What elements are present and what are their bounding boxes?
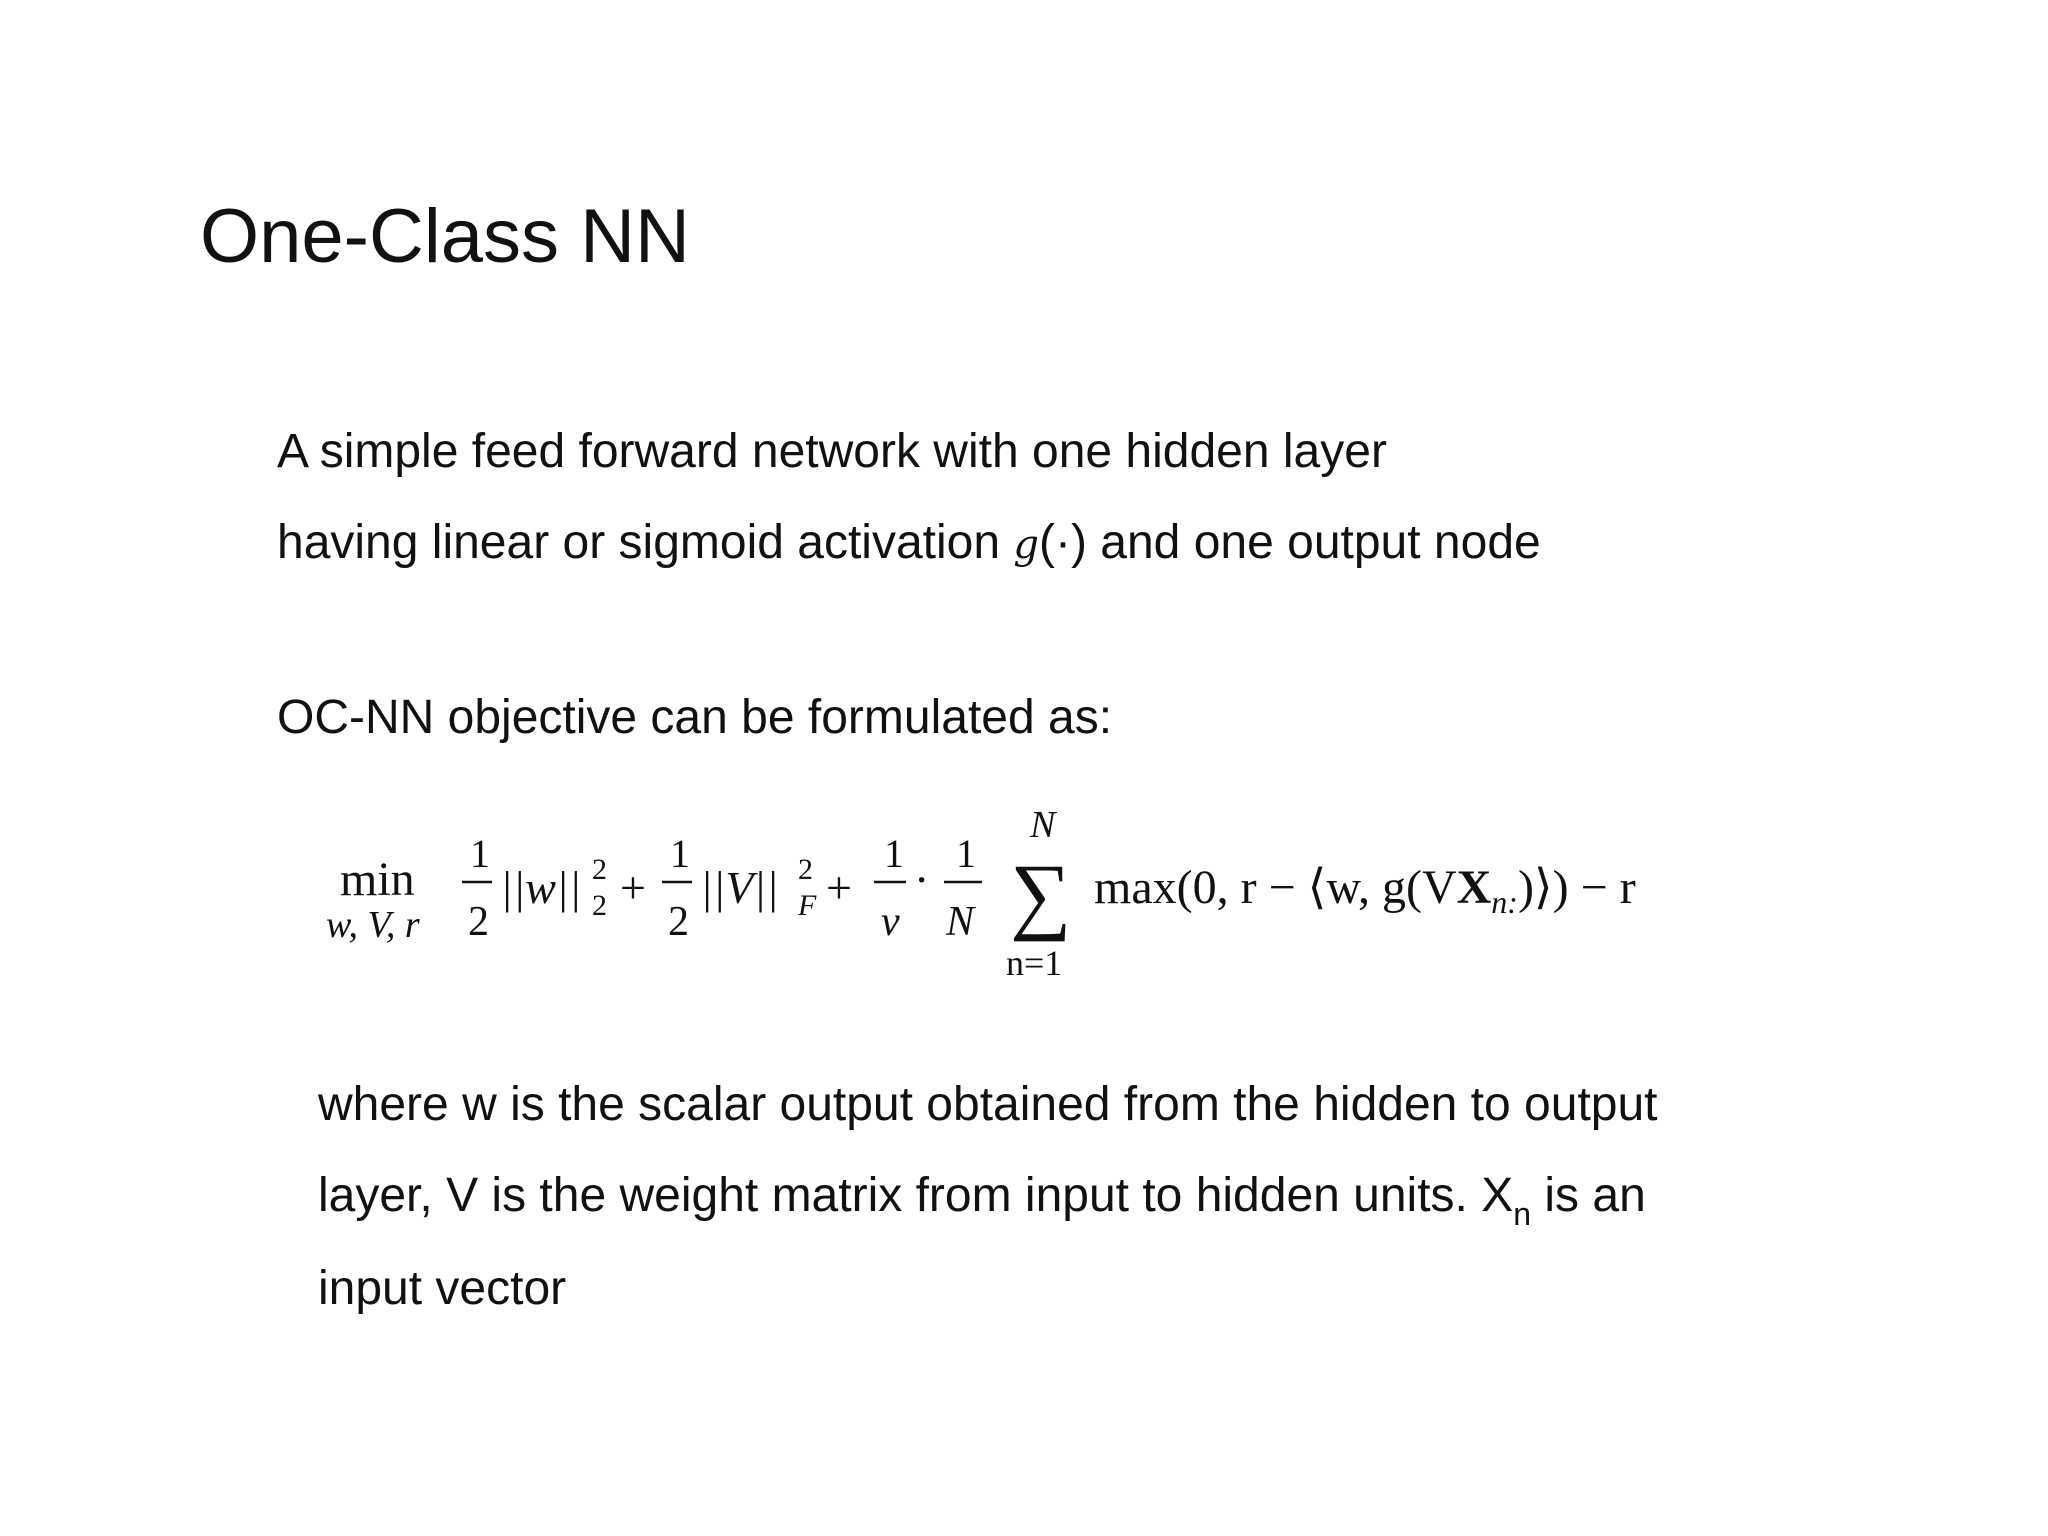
formula-min: min xyxy=(340,853,415,906)
formula-body-sub: n: xyxy=(1491,884,1518,920)
frac1-num: 1 xyxy=(470,831,490,876)
formula-body-tail: )⟩) − r xyxy=(1517,861,1636,914)
dot-operator: · xyxy=(914,854,930,905)
desc-line-3: input vector xyxy=(318,1262,567,1315)
frac1-den: 2 xyxy=(468,899,489,945)
desc-line-2 xyxy=(318,1168,1646,1232)
activation-function-args: (·) xyxy=(1039,516,1087,569)
frac3-den: ν xyxy=(881,899,900,945)
formula-norm-v: ||V|| xyxy=(700,862,779,913)
intro-line-1: A simple feed forward network with one hidden layer xyxy=(277,425,1387,478)
objective-label: OC-NN objective can be formulated as: xyxy=(277,691,1113,744)
formula-body-main: max(0, r − ⟨w, g(V xyxy=(1094,861,1457,914)
norm-w-sup: 2 xyxy=(592,853,607,886)
intro-line-2 xyxy=(277,515,1541,573)
frac2-den: 2 xyxy=(668,899,689,945)
formula-body-bold: X xyxy=(1456,861,1492,914)
desc-line-2-sub: n xyxy=(1513,1196,1532,1232)
intro-line-2-pre: having linear or sigmoid activation xyxy=(277,516,1014,569)
formula-body xyxy=(1094,861,1636,920)
activation-function-symbol: g xyxy=(1013,522,1039,568)
sum-symbol: ∑ xyxy=(1010,846,1072,942)
formula-svg xyxy=(320,795,1740,995)
desc-line-1: where w is the scalar output obtained from the hidden to output xyxy=(318,1078,1658,1131)
plus-1: + xyxy=(620,862,646,913)
slide-title: One-Class NN xyxy=(200,194,690,279)
intro-line-2-post: and one output node xyxy=(1086,516,1541,569)
sum-upper-limit: N xyxy=(1030,804,1056,846)
norm-v-sub: F xyxy=(798,889,817,922)
desc-line-2-pre: layer, V is the weight matrix from input to hidden units. X xyxy=(318,1169,1514,1222)
formula-min-sub: w, V, r xyxy=(326,904,420,946)
norm-w-sub: 2 xyxy=(592,889,607,922)
frac2-num: 1 xyxy=(670,831,690,876)
sum-lower-limit: n=1 xyxy=(1006,943,1063,983)
frac4-num: 1 xyxy=(956,831,976,876)
formula-norm-w: ||w|| xyxy=(500,862,582,913)
desc-line-2-post: is an xyxy=(1531,1169,1646,1222)
norm-v-sup: 2 xyxy=(798,853,813,886)
plus-2: + xyxy=(826,862,852,913)
ocnn-objective-formula xyxy=(320,795,1740,995)
frac3-num: 1 xyxy=(884,831,904,876)
frac4-den: N xyxy=(946,899,975,945)
